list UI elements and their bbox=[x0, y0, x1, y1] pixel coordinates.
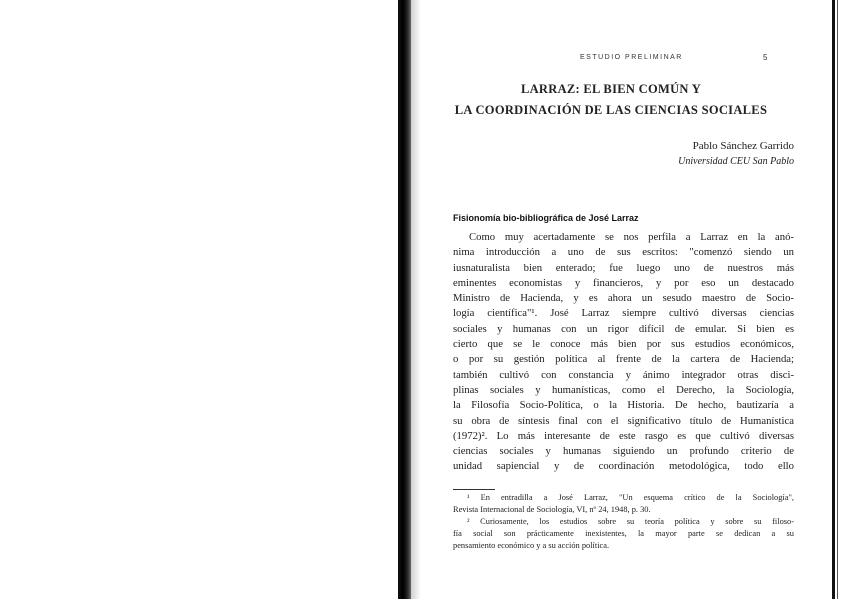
footnote-line: fía social son prácticamente inexistentes, la mayor parte se dedican a su bbox=[453, 529, 794, 538]
body-line: logía científica"¹. José Larraz siempre cultivó diversas ciencias bbox=[453, 307, 794, 320]
chapter-title-line-1: LARRAZ: EL BIEN COMÚN Y bbox=[520, 82, 702, 96]
body-line: nima introducción a uno de sus escritos: "comenzó siendo un bbox=[453, 246, 794, 259]
footnotes bbox=[453, 492, 794, 552]
body-line: ciencias sociales y humanas siguiendo un profundo criterio de bbox=[453, 445, 794, 458]
body-line: unidad sapiencial y de coordinación metodológica, todo ello bbox=[453, 460, 794, 473]
body-line: (1972)². Lo más interesante de este rasgo es que cultivó diversas bbox=[453, 429, 794, 442]
footnote-line: ² Curiosamente, los estudios sobre su teoría política y sobre su filoso- bbox=[467, 517, 794, 526]
section-heading: Fisionomía bio-bibliográfica de José Larraz bbox=[453, 213, 639, 223]
page-number: 5 bbox=[763, 53, 768, 62]
gutter-shadow bbox=[411, 0, 421, 599]
body-line: sociales y humanas con un rigor difícil de emular. Si bien es bbox=[453, 322, 794, 335]
right-page bbox=[421, 0, 826, 599]
footnote-line: pensamiento económico y a su acción política. bbox=[453, 541, 610, 550]
edge-bar bbox=[832, 0, 835, 599]
running-head: ESTUDIO PRELIMINAR bbox=[580, 54, 683, 61]
body-line: eminentes economistas y financieros, y por eso un destacado bbox=[453, 276, 794, 289]
author-name: Pablo Sánchez Garrido bbox=[692, 140, 794, 152]
body-line: cierto que se le conoce más bien por sus estudios económicos, bbox=[453, 338, 794, 351]
body-line: o por su gestión política al frente de la cartera de Hacienda; bbox=[453, 353, 794, 366]
body-line: su obra de síntesis final con el significativo título de Humanística bbox=[453, 414, 794, 427]
left-blank-page bbox=[0, 0, 398, 599]
body-line: iusnaturalista bien enterado; fue luego uno de nuestros más bbox=[453, 261, 794, 274]
body-text bbox=[453, 230, 794, 475]
chapter-title-line-2: LA COORDINACIÓN DE LAS CIENCIAS SOCIALES bbox=[454, 103, 768, 117]
body-line: también cultivó con constancia y ánimo integrador otras disci- bbox=[453, 368, 794, 381]
body-line: Como muy acertadamente se nos perfila a Larraz en la anó- bbox=[469, 231, 794, 243]
footnote-rule bbox=[453, 489, 495, 490]
page-edge bbox=[826, 0, 848, 599]
edge-bar-thin bbox=[837, 0, 838, 599]
book-spine-shadow bbox=[398, 0, 411, 599]
footnote-line: Revista Internacional de Sociología, VI, nº 24, 1948, p. 30. bbox=[453, 505, 651, 514]
author-affiliation: Universidad CEU San Pablo bbox=[678, 156, 794, 167]
body-line: plinas sociales y humanísticas, como el Derecho, la Sociología, bbox=[453, 383, 794, 396]
body-line: la Filosofía Socio-Política, o la Historia. De hecho, bautizaría a bbox=[453, 399, 794, 412]
footnote-line: ¹ En entradilla a José Larraz, "Un esquema crítico de la Sociología", bbox=[467, 493, 794, 502]
body-line: Ministro de Hacienda, y es ahora un sesudo maestro de Socio- bbox=[453, 292, 794, 305]
